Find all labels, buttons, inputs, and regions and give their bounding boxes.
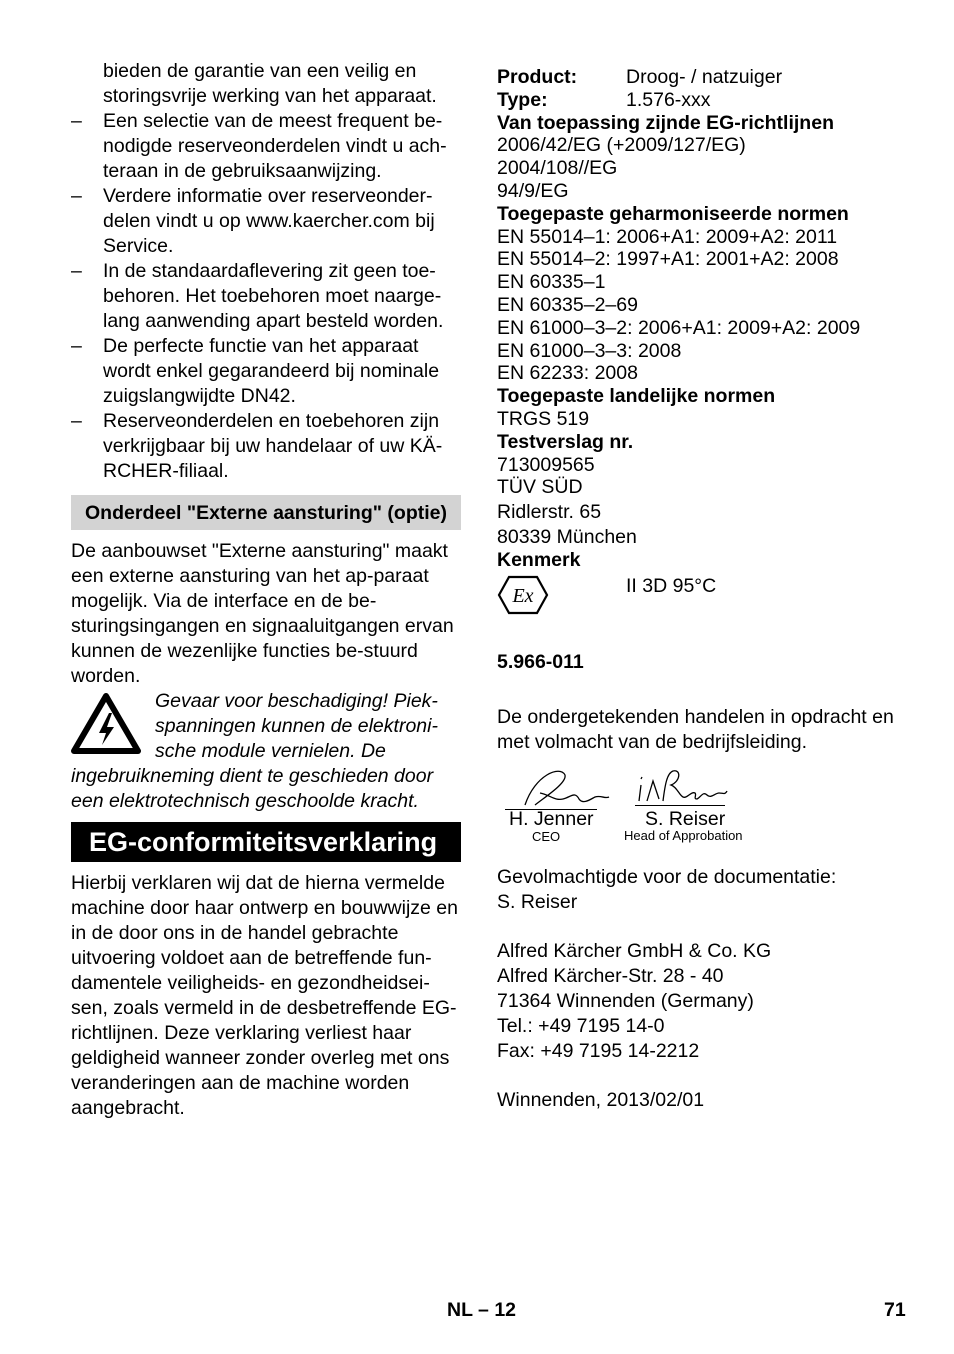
norm-item: EN 60335–2–69 xyxy=(497,293,638,316)
place-date: Winnenden, 2013/02/01 xyxy=(497,1088,705,1111)
footer-language-page: NL – 12 xyxy=(447,1299,517,1321)
address-line: Fax: +49 7195 14-2212 xyxy=(497,1039,700,1062)
type-label: Type: xyxy=(497,88,548,111)
eg-declaration-heading: EG-conformiteitsverklaring xyxy=(71,822,461,862)
directive-item: 2006/42/EG (+2009/127/EG) xyxy=(497,134,746,157)
ex-explosion-protection-icon xyxy=(497,574,549,616)
signature-jenner xyxy=(505,765,615,811)
warning-block xyxy=(71,689,461,814)
address-line: Tel.: +49 7195 14-0 xyxy=(497,1014,665,1037)
national-norm-item: TRGS 519 xyxy=(497,407,590,430)
footer-page-number: 71 xyxy=(884,1299,906,1321)
list-item: – Een selectie van de meest frequent be-nodigde reserveonderdelen vindt u ach-teraan in de gebruiksaanwijzing. xyxy=(71,110,447,182)
directive-item: 94/9/EG xyxy=(497,179,569,202)
info-list xyxy=(71,109,461,484)
test-report-line: TÜV SÜD xyxy=(497,476,583,499)
document-code: 5.966-011 xyxy=(497,650,584,673)
signer-2-role: Head of Approbation xyxy=(624,827,743,843)
norm-item: EN 55014–2: 1997+A1: 2001+A2: 2008 xyxy=(497,248,839,271)
test-report-line: Ridlerstr. 65 xyxy=(497,501,602,524)
signer-1-name: H. Jenner xyxy=(509,807,594,830)
norm-item: EN 61000–3–3: 2008 xyxy=(497,339,682,362)
list-item: – Verdere informatie over reserveonder-delen vindt u op www.kaercher.com bij Service. xyxy=(71,185,435,257)
signature-area xyxy=(497,765,917,865)
test-report-heading: Testverslag nr. xyxy=(497,430,634,453)
product-label: Product: xyxy=(497,66,578,88)
ex-mark-row xyxy=(497,574,917,628)
norms-heading: Toegepaste geharmoniseerde normen xyxy=(497,202,849,225)
list-item: – Reserveonderdelen en toebehoren zijn verkrijgbaar bij uw handelaar of uw KÄ-RCHER-filiaal. xyxy=(71,410,443,482)
signature-reiser xyxy=(635,765,730,807)
signer-1-role: CEO xyxy=(532,828,561,844)
type-row xyxy=(497,89,917,112)
signature-line xyxy=(635,805,725,806)
ex-mark-cell xyxy=(497,574,626,628)
mark-value: II 3D 95°C xyxy=(626,574,717,597)
product-row xyxy=(497,66,917,89)
directives-heading: Van toepassing zijnde EG-richtlijnen xyxy=(497,111,834,134)
warning-text: Gevaar voor beschadiging! Piek-spanningen kunnen de elektroni-sche module vernielen. De ingebruikneming dient te geschieden door een elektrotechnisch geschoolde kracht. xyxy=(71,690,438,812)
high-voltage-warning-icon xyxy=(71,693,141,755)
svg-text:Ex: Ex xyxy=(512,584,534,607)
type-value: 1.576-xxx xyxy=(626,88,711,111)
address-line: Alfred Kärcher GmbH & Co. KG xyxy=(497,939,772,962)
mark-heading: Kenmerk xyxy=(497,548,581,571)
intro-text: bieden de garantie van een veilig en storingsvrije werking van het apparaat. xyxy=(103,60,437,107)
documentation-name: S. Reiser xyxy=(497,890,578,913)
section-text: De aanbouwset "Externe aansturing" maakt een externe aansturing van het ap-paraat mogelijk. Via de interface en de be-sturingsingangen en signaaluitgangen ervan kunnen de wezenlijke functies be-stuurd worden. xyxy=(71,540,454,687)
test-report-line: 713009565 xyxy=(497,453,595,476)
section-heading-external-control: Onderdeel "Externe aansturing" (optie) xyxy=(71,495,461,530)
address-line: Alfred Kärcher-Str. 28 - 40 xyxy=(497,964,724,987)
list-item: – In de standaardaflevering zit geen toe-behoren. Het toebehoren moet naarge-lang aanwending apart besteld worden. xyxy=(71,260,444,332)
norm-item: EN 61000–3–2: 2006+A1: 2009+A2: 2009 xyxy=(497,316,861,339)
eg-declaration-text: Hierbij verklaren wij dat de hierna vermelde machine door haar ontwerp en bouwwijze en in de door ons in de handel gebrachte uitvoering voldoet aan de betreffende fun-damentele veiligheids- en gezondheidsei-sen, zoals vermeld in de desbetreffende EG-richtlijnen. Deze verklaring verliest haar geldigheid wanneer zonder overleg met ons veranderingen aan de machine worden aangebracht. xyxy=(71,872,458,1119)
list-item: – De perfecte functie van het apparaat wordt enkel gegarandeerd bij nominale zuigslangwijdte DN42. xyxy=(71,335,440,407)
signer-2-name: S. Reiser xyxy=(645,807,726,830)
right-column xyxy=(497,66,917,1113)
norm-item: EN 60335–1 xyxy=(497,271,606,294)
documentation-label: Gevolmachtigde voor de documentatie: xyxy=(497,865,837,888)
address-line: 71364 Winnenden (Germany) xyxy=(497,989,754,1012)
directive-item: 2004/108//EG xyxy=(497,157,618,180)
product-value: Droog- / natzuiger xyxy=(626,66,783,88)
test-report-line: 80339 München xyxy=(497,525,637,548)
national-norms-heading: Toegepaste landelijke normen xyxy=(497,385,776,408)
mandate-text: De ondergetekenden handelen in opdracht en met volmacht van de bedrijfsleiding. xyxy=(497,705,894,753)
left-column xyxy=(71,59,461,1121)
norm-item: EN 62233: 2008 xyxy=(497,362,638,385)
norm-item: EN 55014–1: 2006+A1: 2009+A2: 2011 xyxy=(497,225,838,248)
